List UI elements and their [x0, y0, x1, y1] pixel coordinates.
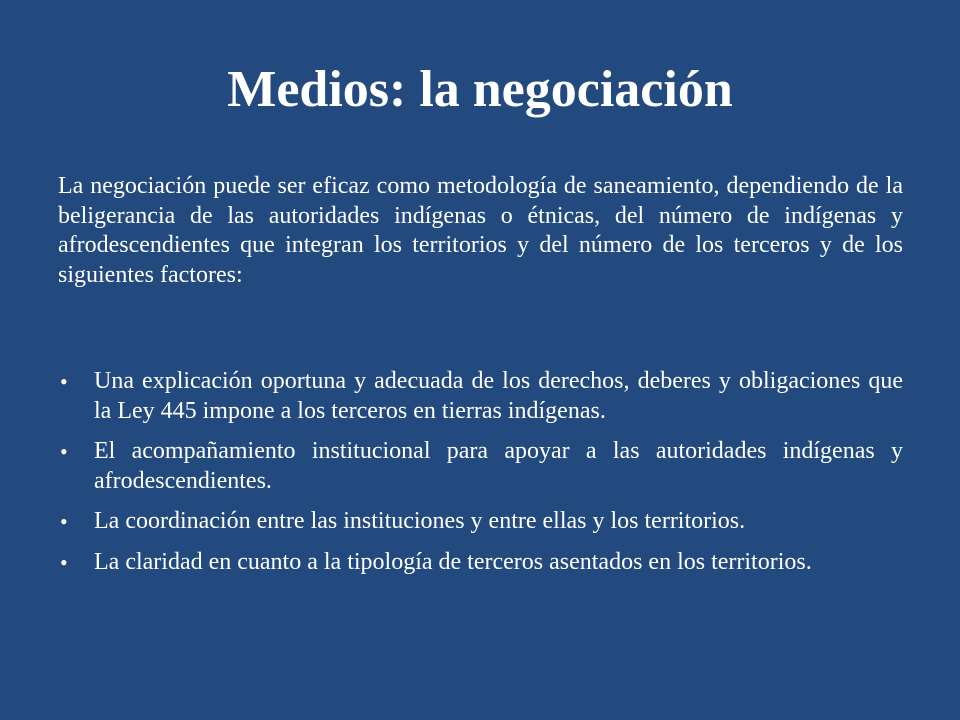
bullet-list [58, 367, 903, 588]
bullet-text: Una explicación oportuna y adecuada de los derechos, deberes y obligaciones que la Ley 445 impone a los terceros en tierras indígenas. [94, 368, 903, 424]
bullet-text: La claridad en cuanto a la tipología de terceros asentados en los territorios. [94, 548, 812, 575]
bullet-item [58, 367, 903, 426]
slide-title: Medios: la negociación [227, 61, 733, 118]
bullet-item [58, 437, 903, 496]
bullet-item [58, 507, 903, 537]
bullet-text: El acompañamiento institucional para apoyar a las autoridades indígenas y afrodescendientes. [94, 438, 903, 494]
bullet-icon: • [60, 509, 68, 534]
bullet-item [58, 548, 903, 578]
bullet-icon: • [60, 369, 68, 394]
intro-paragraph: La negociación puede ser eficaz como metodología de saneamiento, dependiendo de la beligerancia de las autoridades indígenas o étnicas, del número de indígenas y afrodescendientes que integran los territorios y del número de los terceros y de los siguientes factores: [58, 173, 903, 288]
bullet-text: La coordinación entre las instituciones y entre ellas y los territorios. [94, 508, 746, 534]
bullet-icon: • [60, 439, 68, 464]
bullet-icon: • [60, 549, 68, 575]
